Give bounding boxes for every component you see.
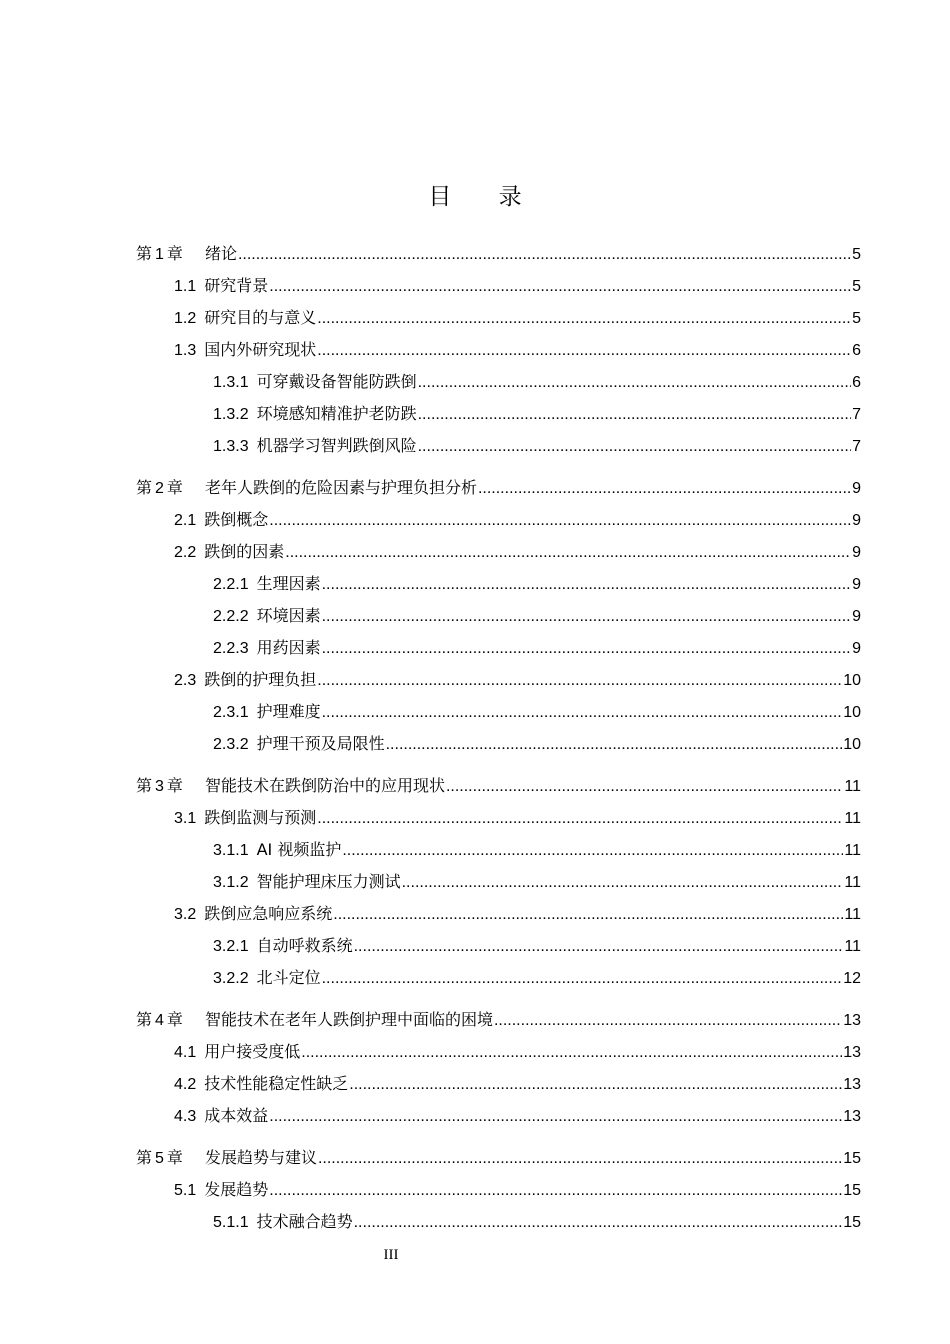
- page-number: 7: [852, 406, 861, 423]
- chapter-index: 4: [155, 1012, 164, 1029]
- chapter-index: 3: [155, 778, 164, 795]
- toc-chapter-entry[interactable]: [136, 243, 861, 265]
- leader-dots: [318, 1148, 842, 1170]
- chapter-title: 老年人跌倒的危险因素与护理负担分析: [204, 478, 477, 497]
- subsection-title: 护理干预及局限性: [256, 734, 385, 753]
- toc-subsection-entry[interactable]: [213, 637, 861, 659]
- page-number: 13: [843, 1076, 861, 1093]
- leader-dots: [354, 936, 844, 958]
- toc-subsection-entry[interactable]: [213, 839, 861, 861]
- page-number: 9: [852, 512, 861, 529]
- page-number: 7: [852, 438, 861, 455]
- chapter-prefix: 第: [136, 478, 153, 497]
- page-number: 10: [843, 704, 861, 721]
- toc-chapter-entry[interactable]: [136, 477, 861, 499]
- toc-chapter-entry[interactable]: [136, 1147, 861, 1169]
- subsection-number: 2.2.2: [213, 608, 249, 625]
- leader-dots: [402, 872, 844, 894]
- chapter-prefix: 第: [136, 776, 153, 795]
- section-title: 研究目的与意义: [204, 308, 317, 327]
- subsection-title: 环境感知精准护老防跌: [256, 404, 417, 423]
- section-title: 技术性能稳定性缺乏: [204, 1074, 349, 1093]
- section-number: 2.2: [174, 544, 197, 561]
- page-number: 6: [852, 374, 861, 391]
- subsection-number: 1.3.2: [213, 406, 249, 423]
- leader-dots: [386, 734, 843, 756]
- page-number: 11: [844, 810, 861, 827]
- section-number: 2.3: [174, 672, 197, 689]
- toc-subsection-entry[interactable]: [213, 871, 861, 893]
- leader-dots: [269, 510, 851, 532]
- page-number: 15: [843, 1150, 861, 1167]
- leader-dots: [269, 276, 851, 298]
- chapter-number: [136, 1147, 183, 1170]
- leader-dots: [322, 968, 843, 990]
- page-number: 10: [843, 736, 861, 753]
- chapter-number: [136, 243, 183, 266]
- page-number: 6: [852, 342, 861, 359]
- toc-subsection-entry[interactable]: [213, 435, 861, 457]
- leader-dots: [418, 404, 851, 426]
- chapter-number: [136, 1009, 183, 1032]
- leader-dots: [494, 1010, 842, 1032]
- toc-subsection-entry[interactable]: [213, 701, 861, 723]
- page-number: 5: [852, 246, 861, 263]
- section-number: 3.1: [174, 810, 197, 827]
- subsection-title: 智能护理床压力测试: [256, 872, 401, 891]
- subsection-title: 技术融合趋势: [256, 1212, 353, 1231]
- leader-dots: [418, 372, 851, 394]
- chapter-suffix: 章: [166, 478, 183, 497]
- subsection-title: 机器学习智判跌倒风险: [256, 436, 417, 455]
- leader-dots: [269, 1106, 842, 1128]
- chapter-index: 1: [155, 246, 164, 263]
- toc-section-entry[interactable]: [174, 1041, 861, 1063]
- section-title: 跌倒应急响应系统: [204, 904, 333, 923]
- chapter-suffix: 章: [166, 1148, 183, 1167]
- leader-dots: [317, 308, 851, 330]
- leader-dots: [301, 1042, 842, 1064]
- subsection-title: 环境因素: [256, 606, 321, 625]
- section-number: 4.2: [174, 1076, 197, 1093]
- page-number: 9: [852, 608, 861, 625]
- section-number: 1.1: [174, 278, 197, 295]
- subsection-number: 2.3.2: [213, 736, 249, 753]
- page-number: 11: [844, 842, 861, 859]
- toc-subsection-entry[interactable]: [213, 1211, 861, 1233]
- section-title: 用户接受度低: [204, 1042, 301, 1061]
- toc-subsection-entry[interactable]: [213, 371, 861, 393]
- section-title: 国内外研究现状: [204, 340, 317, 359]
- toc-subsection-entry[interactable]: [213, 733, 861, 755]
- leader-dots: [317, 808, 843, 830]
- toc-section-entry[interactable]: [174, 903, 861, 925]
- section-title: 跌倒监测与预测: [204, 808, 317, 827]
- page-number: 12: [843, 970, 861, 987]
- subsection-number: 3.1.1: [213, 842, 249, 859]
- subsection-number: 3.1.2: [213, 874, 249, 891]
- chapter-index: 2: [155, 480, 164, 497]
- chapter-prefix: 第: [136, 244, 153, 263]
- subsection-number: 3.2.2: [213, 970, 249, 987]
- section-title: 成本效益: [204, 1106, 269, 1125]
- leader-dots: [269, 1180, 842, 1202]
- section-number: 3.2: [174, 906, 197, 923]
- toc-section-entry[interactable]: [174, 669, 861, 691]
- page-number: 9: [852, 576, 861, 593]
- toc-section-entry[interactable]: [174, 541, 861, 563]
- subsection-number: 2.2.3: [213, 640, 249, 657]
- toc-section-entry[interactable]: [174, 275, 861, 297]
- leader-dots: [322, 638, 851, 660]
- leader-dots: [317, 670, 842, 692]
- leader-dots: [446, 776, 843, 798]
- section-title: 跌倒的护理负担: [204, 670, 317, 689]
- subsection-number: 2.2.1: [213, 576, 249, 593]
- toc-title: 目 录: [428, 184, 542, 210]
- chapter-number: [136, 775, 183, 798]
- subsection-title: 护理难度: [256, 702, 321, 721]
- chapter-title: 智能技术在跌倒防治中的应用现状: [204, 776, 445, 795]
- toc-section-entry[interactable]: [174, 1105, 861, 1127]
- chapter-title: 智能技术在老年人跌倒护理中面临的困境: [204, 1010, 493, 1029]
- subsection-number: 1.3.3: [213, 438, 249, 455]
- toc-section-entry[interactable]: [174, 807, 861, 829]
- page-number: 10: [843, 672, 861, 689]
- chapter-suffix: 章: [166, 776, 183, 795]
- subsection-title: 用药因素: [256, 638, 321, 657]
- subsection-number: 5.1.1: [213, 1214, 249, 1231]
- page-number: 5: [852, 310, 861, 327]
- leader-dots: [317, 340, 851, 362]
- leader-dots: [418, 436, 851, 458]
- subsection-number: 2.3.1: [213, 704, 249, 721]
- toc-subsection-entry[interactable]: [213, 605, 861, 627]
- toc-subsection-entry[interactable]: [213, 967, 861, 989]
- subsection-title: 自动呼救系统: [256, 936, 353, 955]
- section-title: 发展趋势: [204, 1180, 269, 1199]
- toc-section-entry[interactable]: [174, 307, 861, 329]
- leader-dots: [333, 904, 843, 926]
- toc-subsection-entry[interactable]: [213, 935, 861, 957]
- leader-dots: [285, 542, 851, 564]
- page-number-footer: III: [383, 1247, 399, 1263]
- page-number: 9: [852, 480, 861, 497]
- leader-dots: [349, 1074, 842, 1096]
- subsection-number: 1.3.1: [213, 374, 249, 391]
- section-title: 研究背景: [204, 276, 269, 295]
- page-number: 11: [844, 906, 861, 923]
- section-title: 跌倒概念: [204, 510, 269, 529]
- leader-dots: [342, 840, 843, 862]
- section-number: 5.1: [174, 1182, 197, 1199]
- page-number: 13: [843, 1108, 861, 1125]
- chapter-index: 5: [155, 1150, 164, 1167]
- toc-section-entry[interactable]: [174, 339, 861, 361]
- chapter-title: 绪论: [204, 244, 237, 263]
- page-number: 15: [843, 1182, 861, 1199]
- leader-dots: [354, 1212, 843, 1234]
- chapter-suffix: 章: [166, 1010, 183, 1029]
- leader-dots: [322, 606, 851, 628]
- toc-subsection-entry[interactable]: [213, 403, 861, 425]
- page-number: 9: [852, 640, 861, 657]
- section-number: 1.3: [174, 342, 197, 359]
- toc-section-entry[interactable]: [174, 1073, 861, 1095]
- subsection-number: 3.2.1: [213, 938, 249, 955]
- chapter-title: 发展趋势与建议: [204, 1148, 317, 1167]
- chapter-number: [136, 477, 183, 500]
- leader-dots: [478, 478, 851, 500]
- toc-chapter-entry[interactable]: [136, 1009, 861, 1031]
- page-number: 15: [843, 1214, 861, 1231]
- subsection-title: 北斗定位: [256, 968, 321, 987]
- toc-subsection-entry[interactable]: [213, 573, 861, 595]
- chapter-suffix: 章: [166, 244, 183, 263]
- page-number: 13: [843, 1044, 861, 1061]
- section-number: 1.2: [174, 310, 197, 327]
- subsection-title: 可穿戴设备智能防跌倒: [256, 372, 417, 391]
- page-number: 11: [844, 778, 861, 795]
- subsection-title: AI 视频监护: [256, 840, 342, 859]
- section-number: 2.1: [174, 512, 197, 529]
- page-number: 11: [844, 874, 861, 891]
- leader-dots: [238, 244, 851, 266]
- toc-chapter-entry[interactable]: [136, 775, 861, 797]
- leader-dots: [322, 702, 843, 724]
- page-number: 9: [852, 544, 861, 561]
- chapter-prefix: 第: [136, 1148, 153, 1167]
- page-number: 11: [844, 938, 861, 955]
- page-number: 5: [852, 278, 861, 295]
- subsection-title: 生理因素: [256, 574, 321, 593]
- toc-section-entry[interactable]: [174, 509, 861, 531]
- chapter-prefix: 第: [136, 1010, 153, 1029]
- section-number: 4.3: [174, 1108, 197, 1125]
- page-number: 13: [843, 1012, 861, 1029]
- leader-dots: [322, 574, 851, 596]
- section-title: 跌倒的因素: [204, 542, 285, 561]
- section-number: 4.1: [174, 1044, 197, 1061]
- toc-section-entry[interactable]: [174, 1179, 861, 1201]
